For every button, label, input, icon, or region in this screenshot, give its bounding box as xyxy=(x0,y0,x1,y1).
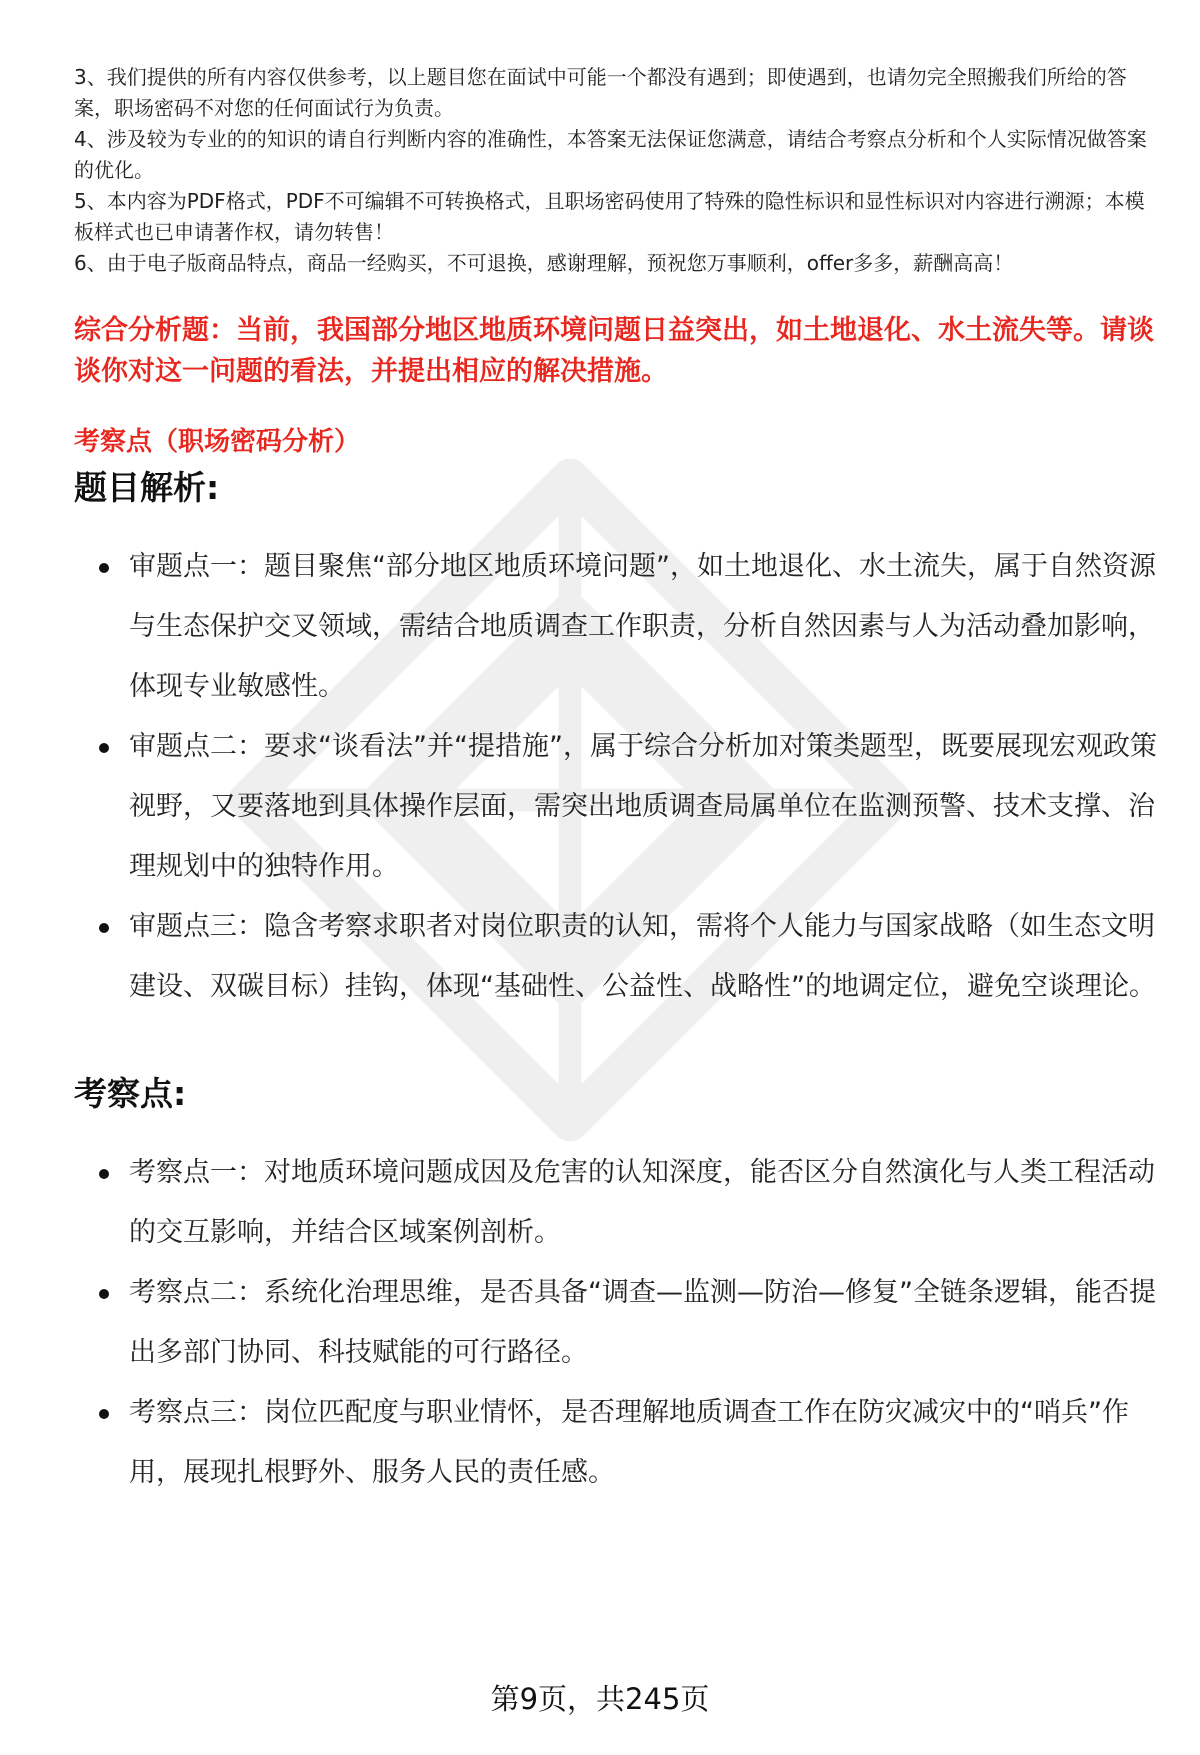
analysis-list xyxy=(74,537,1164,1017)
note-item: 6、由于电子版商品特点，商品一经购买，不可退换，感谢理解，预祝您万事顺利，offer多多，薪酬高高！ xyxy=(74,251,1014,275)
exam-points-list xyxy=(74,1143,1164,1503)
bullet-icon xyxy=(99,563,109,573)
note-item: 3、我们提供的所有内容仅供参考，以上题目您在面试中可能一个都没有遇到；即使遇到，也请勿完全照搬我们所给的答案，职场密码不对您的任何面试行为负责。 xyxy=(74,65,1127,120)
bullet-icon xyxy=(99,743,109,753)
list-item xyxy=(74,1383,1164,1503)
list-item-text: 考察点二：系统化治理思维，是否具备“调查—监测—防治—修复”全链条逻辑，能否提出多部门协同、科技赋能的可行路径。 xyxy=(129,1277,1156,1368)
list-item xyxy=(74,1263,1164,1383)
list-item-text: 考察点一：对地质环境问题成因及危害的认知深度，能否区分自然演化与人类工程活动的交互影响，并结合区域案例剖析。 xyxy=(129,1157,1155,1248)
list-item-text: 审题点二：要求“谈看法”并“提措施”，属于综合分析加对策类题型，既要展现宏观政策视野，又要落地到具体操作层面，需突出地质调查局属单位在监测预警、技术支撑、治理规划中的独特作用。 xyxy=(129,731,1157,882)
bullet-icon xyxy=(99,1169,109,1179)
list-item xyxy=(74,717,1164,897)
analysis-title: 题目解析: xyxy=(74,468,220,507)
exam-points-title: 考察点: xyxy=(74,1074,187,1113)
list-item xyxy=(74,897,1164,1017)
note-item: 5、本内容为PDF格式，PDF不可编辑不可转换格式，且职场密码使用了特殊的隐性标识和显性标识对内容进行溯源；本模板样式也已申请著作权，请勿转售！ xyxy=(74,189,1145,244)
exam-point-heading: 考察点（职场密码分析） xyxy=(74,427,361,457)
list-item-text: 考察点三：岗位匹配度与职业情怀，是否理解地质调查工作在防灾减灾中的“哨兵”作用，展现扎根野外、服务人民的责任感。 xyxy=(129,1397,1129,1488)
question-text: 综合分析题：当前，我国部分地区地质环境问题日益突出，如土地退化、水土流失等。请谈谈你对这一问题的看法，并提出相应的解决措施。 xyxy=(74,315,1154,387)
note-item: 4、涉及较为专业的的知识的请自行判断内容的准确性，本答案无法保证您满意，请结合考察点分析和个人实际情况做答案的优化。 xyxy=(74,127,1147,182)
disclaimer-notes xyxy=(74,62,1164,279)
bullet-icon xyxy=(99,1289,109,1299)
bullet-icon xyxy=(99,923,109,933)
list-item-text: 审题点一：题目聚焦“部分地区地质环境问题”，如土地退化、水土流失，属于自然资源与生态保护交叉领域，需结合地质调查工作职责，分析自然因素与人为活动叠加影响，体现专业敏感性。 xyxy=(129,551,1156,702)
list-item xyxy=(74,1143,1164,1263)
list-item xyxy=(74,537,1164,717)
list-item-text: 审题点三：隐含考察求职者对岗位职责的认知，需将个人能力与国家战略（如生态文明建设、双碳目标）挂钩，体现“基础性、公益性、战略性”的地调定位，避免空谈理论。 xyxy=(129,911,1156,1002)
bullet-icon xyxy=(99,1409,109,1419)
page-number: 第9页，共245页 xyxy=(490,1682,710,1716)
